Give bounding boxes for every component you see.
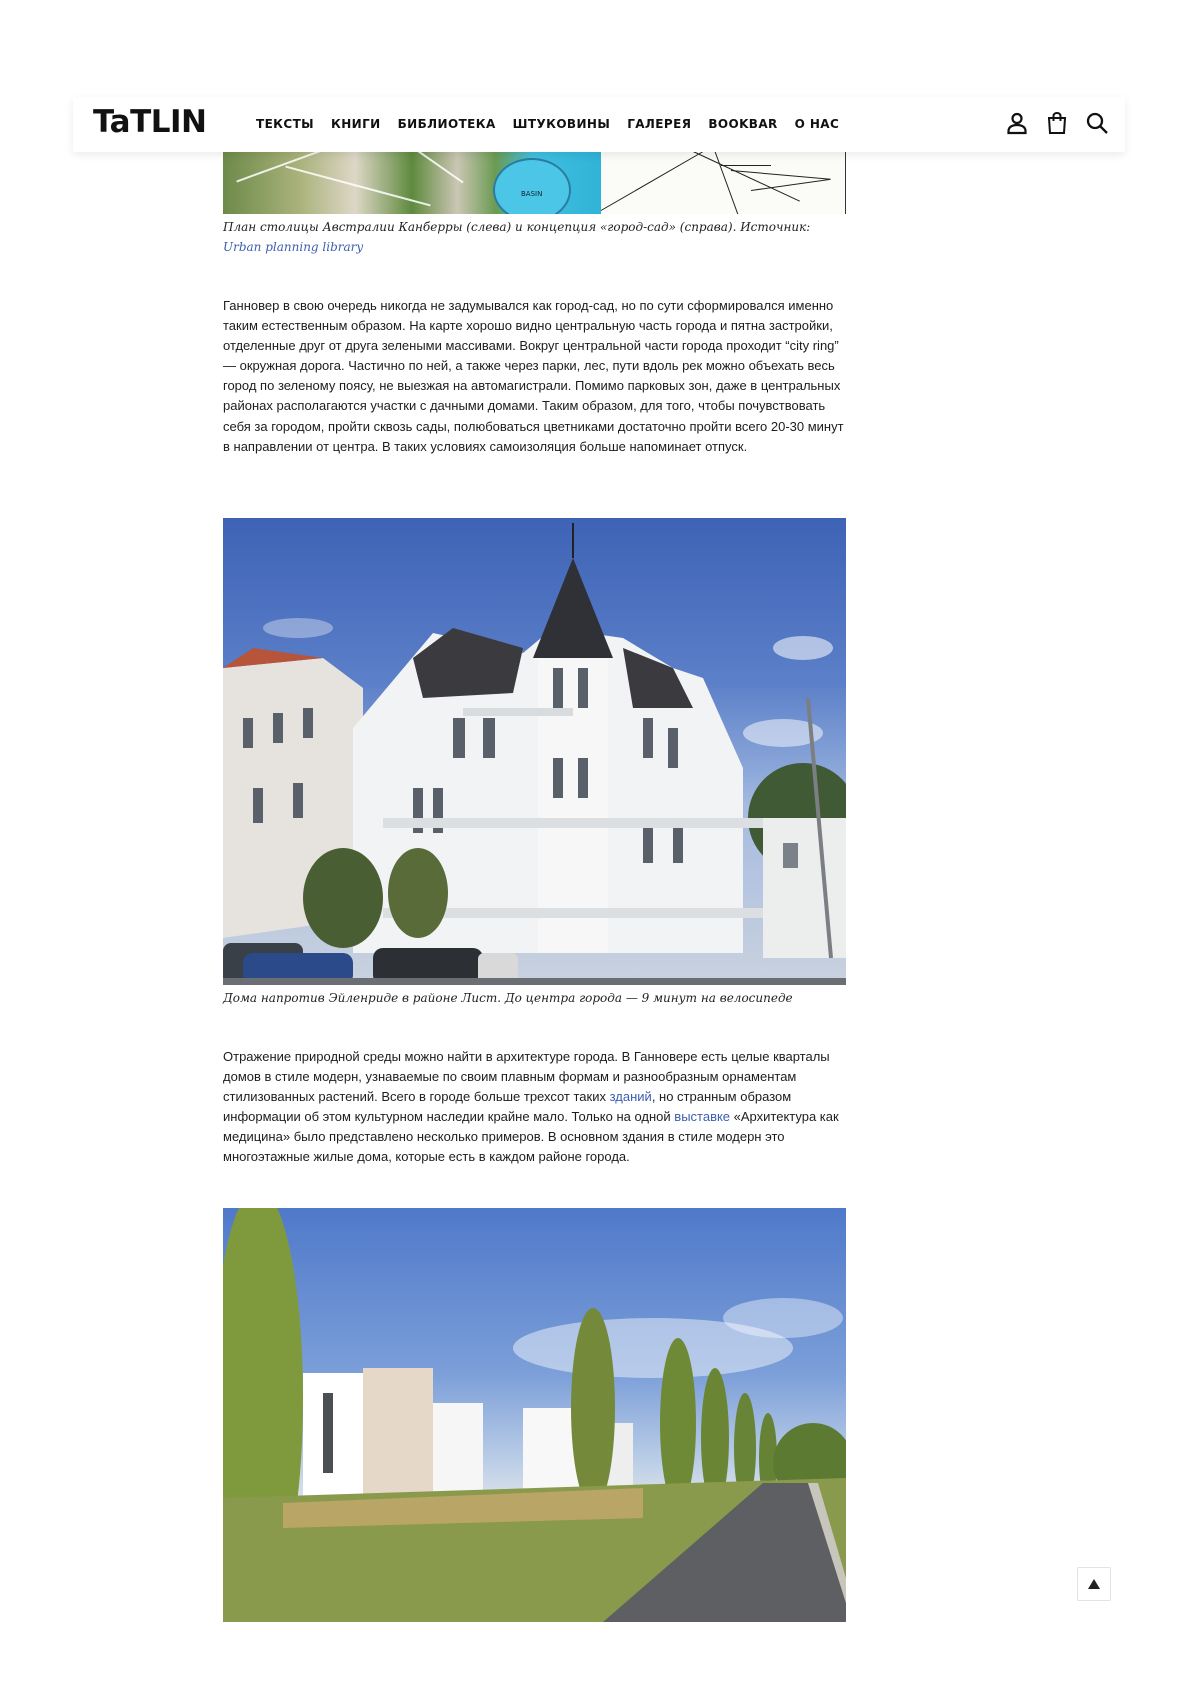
villa-photo <box>223 518 846 985</box>
nav-texts[interactable]: ТЕКСТЫ <box>256 117 315 131</box>
triangle-up-icon <box>1087 1578 1101 1590</box>
cart-icon[interactable] <box>1045 111 1069 135</box>
paragraph-text-3: «Архитектура как медицина» было представлено несколько примеров. В основном здания в стиле модерн это многоэтажные жилые дома, которые есть в каждом районе города. <box>223 1109 839 1165</box>
basin-area <box>493 158 571 214</box>
exhibition-link[interactable]: выставке <box>674 1109 731 1125</box>
paragraph-hannover-garden-city: Ганновер в свою очередь никогда не задумывался как город-сад, но по сути сформировался именно таким естественным образом. На карте хорошо видно центральную часть города и пятна застройки, отделенные друг от друга зелеными массивами. Вокруг центральной части города проходит “city ring” — окружная дорога. Частично по ней, а также через парки, лес, пути вдоль рек можно объехать весь город по зеленому поясу, не выезжая на автомагистрали. Помимо парковых зон, даже в центральных районах располагаются участки с дачными домами. Таким образом, для того, чтобы почувствовать себя за городом, пройти сквозь сады, полюбоваться цветниками достаточно пройти всего 20-30 минут в направлении от центра. В таких условиях самоизоляция больше напоминает отпуск. <box>223 298 844 454</box>
user-icon[interactable] <box>1005 111 1029 135</box>
nav-gadgets[interactable]: ШТУКОВИНЫ <box>512 117 611 131</box>
main-nav <box>256 117 856 131</box>
search-icon[interactable] <box>1085 111 1109 135</box>
urban-planning-library-link[interactable]: Urban planning library <box>223 240 364 254</box>
paragraph-text-2: , но странным образом информации об этом культурном наследии крайне мало. Только на одной <box>223 1089 792 1125</box>
paragraph-text-1: Отражение природной среды можно найти в архитектуре города. В Ганновере есть целые кварталы домов в стиле модерн, узнаваемые по своим плавным формам и разнообразным орнаментам стилизованных растений. Всего в городе больше трехсот таких <box>223 1049 830 1105</box>
buildings-link[interactable]: зданий <box>609 1089 652 1105</box>
site-header <box>73 97 1125 152</box>
nav-bookbar[interactable]: BOOKBAR <box>708 117 778 131</box>
basin-label: BASIN <box>521 190 543 198</box>
nav-books[interactable]: КНИГИ <box>331 117 381 131</box>
paragraph-art-nouveau <box>223 1047 846 1168</box>
header-icons <box>1005 111 1109 135</box>
nav-about[interactable]: О НАС <box>794 117 840 131</box>
villa-photo-caption: Дома напротив Эйленриде в районе Лист. До центра города — 9 минут на велосипеде <box>223 991 793 1005</box>
map-caption <box>223 217 846 257</box>
scroll-to-top-button[interactable] <box>1077 1567 1111 1601</box>
street-houses-photo <box>223 1208 846 1622</box>
map-caption-text: План столицы Австралии Канберры (слева) и концепция «город-сад» (справа). Источник: <box>223 220 811 234</box>
site-logo[interactable]: TaTLIN <box>93 104 207 140</box>
nav-gallery[interactable]: ГАЛЕРЕЯ <box>627 117 692 131</box>
nav-library[interactable]: БИБЛИОТЕКА <box>397 117 496 131</box>
